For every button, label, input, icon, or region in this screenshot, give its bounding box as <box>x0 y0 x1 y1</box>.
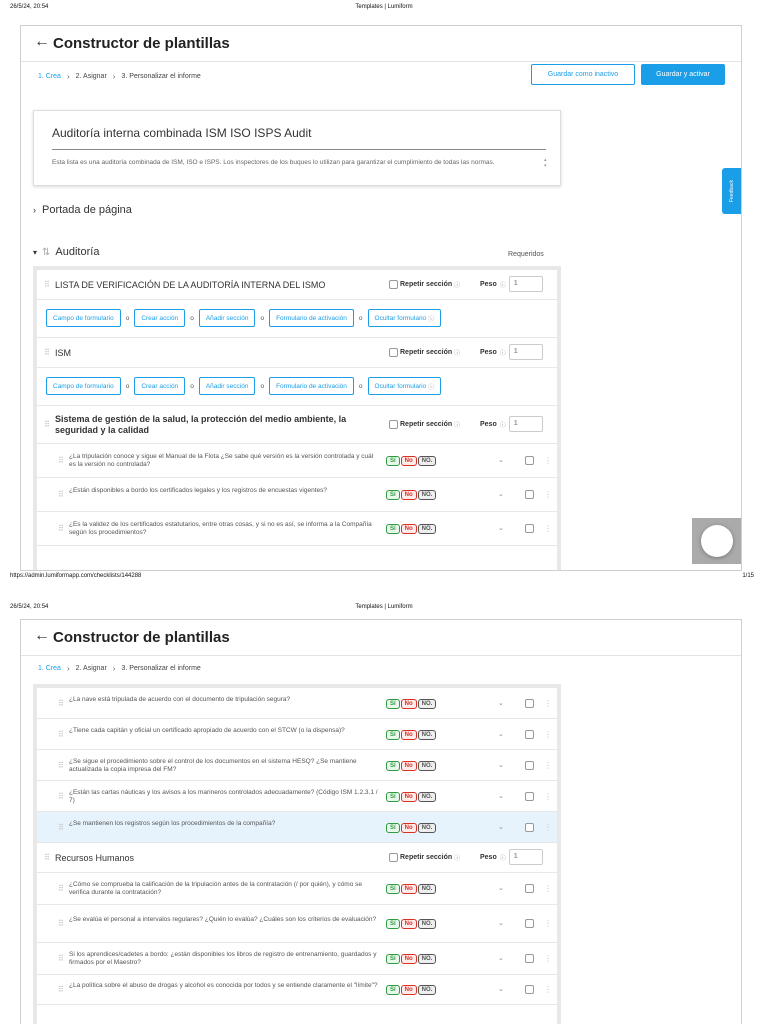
question-text[interactable]: ¿Se evalúa el personal a intervalos regulares? ¿Quién lo evalúa? ¿Cuáles son los criterios de evaluación? <box>69 916 377 923</box>
create-action-button[interactable]: Crear acción <box>134 309 185 327</box>
question-text[interactable]: ¿Están disponibles a bordo los certificados legales y los registros de encuestas vigentes? <box>69 487 327 494</box>
more-options-icon[interactable]: ⋮ <box>544 456 552 465</box>
answer-si: Sí <box>386 699 400 709</box>
required-checkbox[interactable] <box>525 919 534 928</box>
create-action-button[interactable]: Crear acción <box>134 377 185 395</box>
add-form-field-button[interactable]: Campo de formulario <box>46 377 121 395</box>
template-builder-page-2 <box>20 619 742 1024</box>
question-row[interactable] <box>37 812 557 843</box>
chat-bubble-icon[interactable] <box>701 525 733 557</box>
chevron-down-icon[interactable]: ⌄ <box>498 731 504 738</box>
step-personalizar[interactable]: 3. Personalizar el informe <box>121 73 201 80</box>
or-separator: o <box>190 314 194 322</box>
answer-na: NO. <box>418 699 437 709</box>
answer-no: No <box>401 792 417 802</box>
more-options-icon[interactable]: ⋮ <box>544 884 552 893</box>
stepper <box>21 656 741 682</box>
chevron-down-icon[interactable]: ⌄ <box>498 793 504 800</box>
answer-no: No <box>401 823 417 833</box>
drag-handle-icon[interactable]: ⠿ <box>58 456 64 465</box>
answer-no: No <box>401 524 417 534</box>
answer-no: No <box>401 730 417 740</box>
weight-label: Peso <box>480 853 497 861</box>
answer-no: No <box>401 761 417 771</box>
answer-na: NO. <box>418 919 437 929</box>
drag-handle-icon[interactable]: ⠿ <box>58 524 64 533</box>
save-activate-button[interactable]: Guardar y activar <box>641 64 725 85</box>
print-url: https://admin.lumiformapp.com/checklists/144288 <box>10 573 142 579</box>
weight-input[interactable]: 1 <box>509 849 543 865</box>
answer-na: NO. <box>418 524 437 534</box>
or-separator: o <box>260 382 265 390</box>
print-doc-title: Templates | Lumiform <box>355 604 413 610</box>
or-separator: o <box>125 314 130 322</box>
question-text[interactable]: ¿Tiene cada capitán y oficial un certificado apropiado de acuerdo con el STCW (o la dispensa)? <box>69 727 345 734</box>
section-row <box>37 338 557 368</box>
drag-handle-icon[interactable]: ⠿ <box>44 280 50 289</box>
answer-no: No <box>401 699 417 709</box>
answer-na: NO. <box>418 730 437 740</box>
question-text[interactable]: ¿Se sigue el procedimiento sobre el control de los documentos en el sistema HESQ? ¿Se mantiene actualizada la copia impresa del FM? <box>69 758 357 773</box>
answer-si: Sí <box>386 985 400 995</box>
weight-label: Peso <box>480 420 497 428</box>
chevron-right-icon: › <box>112 664 116 673</box>
required-checkbox[interactable] <box>525 884 534 893</box>
repeat-section-control[interactable] <box>389 348 460 357</box>
drag-handle-icon[interactable]: ⠿ <box>44 420 50 429</box>
required-checkbox[interactable] <box>525 792 534 801</box>
question-text[interactable]: Si los aprendices/cadetes a bordo: ¿están disponibles los libros de registro de entrenamiento, guardados y firmados por el Maestro? <box>69 951 377 966</box>
print-page-number: 1/15 <box>742 573 754 579</box>
required-checkbox[interactable] <box>525 730 534 739</box>
answer-no: No <box>401 985 417 995</box>
drag-handle-icon[interactable]: ⠿ <box>58 730 64 739</box>
question-row[interactable] <box>37 444 557 478</box>
info-icon: ⓘ <box>454 351 461 357</box>
chevron-down-icon[interactable]: ⌄ <box>498 762 504 769</box>
question-text[interactable]: ¿La política sobre el abuso de drogas y alcohol es conocida por todos y se entiende claramente el "límite"? <box>69 982 378 989</box>
repeat-section-checkbox[interactable] <box>389 348 398 357</box>
answer-si: Sí <box>386 954 400 964</box>
question-row[interactable] <box>37 478 557 512</box>
answer-no: No <box>401 884 417 894</box>
question-text[interactable]: ¿Están las cartas náuticas y los avisos a los marineros controlados adecuadamente? (Código ISM 1.2.3.1 / 7) <box>69 789 378 804</box>
section-actions <box>37 300 557 338</box>
weight-control <box>480 849 543 865</box>
page-title: Constructor de plantillas <box>53 629 230 646</box>
answer-na: NO. <box>418 985 437 995</box>
weight-input[interactable]: 1 <box>509 276 543 292</box>
answer-na: NO. <box>418 456 437 466</box>
drag-handle-icon[interactable]: ⠿ <box>44 348 50 357</box>
step-crea[interactable]: 1. Crea <box>38 73 61 80</box>
response-set[interactable] <box>386 699 436 709</box>
chat-widget[interactable] <box>692 518 742 564</box>
or-separator: o <box>190 382 194 390</box>
or-separator: o <box>260 314 265 322</box>
drag-handle-icon[interactable]: ⠿ <box>58 792 64 801</box>
answer-si: Sí <box>386 456 400 466</box>
more-options-icon[interactable]: ⋮ <box>544 792 552 801</box>
or-separator: o <box>358 314 363 322</box>
audit-sections <box>33 266 561 571</box>
hide-form-label: Ocultar formulario <box>374 382 427 390</box>
required-checkbox[interactable] <box>525 456 534 465</box>
chevron-down-icon[interactable]: ⌄ <box>498 920 504 927</box>
section-title[interactable]: ISM <box>55 348 72 358</box>
question-row[interactable] <box>37 512 557 546</box>
info-icon: ⓘ <box>499 350 506 357</box>
more-options-icon[interactable]: ⋮ <box>544 490 552 499</box>
drag-handle-icon[interactable]: ⠿ <box>58 919 64 928</box>
repeat-section-label: Repetir sección <box>400 281 453 288</box>
info-icon: ⓘ <box>427 384 434 391</box>
question-row[interactable] <box>37 975 557 1005</box>
hide-form-label: Ocultar formulario <box>374 314 427 322</box>
textarea-scrollbar[interactable]: ▴ ▾ <box>544 157 547 169</box>
cover-page-toggle[interactable] <box>33 204 132 216</box>
repeat-section-label: Repetir sección <box>400 349 453 356</box>
activation-form-button[interactable]: Formulario de activación <box>269 377 354 395</box>
info-icon: ⓘ <box>427 316 434 323</box>
answer-na: NO. <box>418 490 437 500</box>
answer-si: Sí <box>386 730 400 740</box>
required-checkbox[interactable] <box>525 954 534 963</box>
question-text[interactable]: ¿La tripulación conoce y sigue el Manual de la Flota ¿Se sabe qué versión es la versión controlada y cuál es la versión no controlada? <box>69 453 374 468</box>
chevron-down-icon[interactable]: ⌄ <box>498 525 504 532</box>
answer-no: No <box>401 456 417 466</box>
repeat-section-control[interactable] <box>389 853 460 862</box>
required-checkbox[interactable] <box>525 985 534 994</box>
response-set[interactable] <box>386 954 436 964</box>
chevron-down-icon: ▾ <box>33 247 38 257</box>
answer-si: Sí <box>386 884 400 894</box>
info-icon: ⓘ <box>454 856 461 862</box>
response-set[interactable] <box>386 919 436 929</box>
answer-si: Sí <box>386 919 400 929</box>
question-text[interactable]: ¿La nave está tripulada de acuerdo con el documento de tripulación segura? <box>69 696 291 703</box>
chevron-down-icon[interactable]: ⌄ <box>498 986 504 993</box>
weight-label: Peso <box>480 280 497 288</box>
chevron-down-icon[interactable]: ⌄ <box>498 824 504 831</box>
or-separator: o <box>358 382 363 390</box>
answer-si: Sí <box>386 761 400 771</box>
response-set[interactable] <box>386 524 436 534</box>
required-checkbox[interactable] <box>525 823 534 832</box>
activation-form-button[interactable]: Formulario de activación <box>269 309 354 327</box>
add-form-field-button[interactable]: Campo de formulario <box>46 309 121 327</box>
response-set[interactable] <box>386 730 436 740</box>
question-text[interactable]: ¿Se mantienen los registros según los procedimientos de la compañía? <box>69 820 276 827</box>
answer-na: NO. <box>418 954 437 964</box>
question-row[interactable] <box>37 781 557 812</box>
print-doc-title: Templates | Lumiform <box>355 4 413 10</box>
response-set[interactable] <box>386 792 436 802</box>
chevron-down-icon[interactable]: ⌄ <box>498 955 504 962</box>
feedback-tab[interactable]: Feedback <box>722 168 742 214</box>
chevron-down-icon[interactable]: ⌄ <box>498 457 504 464</box>
question-list <box>37 873 557 1005</box>
question-row[interactable] <box>37 943 557 975</box>
template-builder-page-1 <box>20 25 742 571</box>
drag-handle-icon[interactable]: ⠿ <box>58 985 64 994</box>
response-set[interactable] <box>386 761 436 771</box>
weight-control <box>480 416 543 432</box>
add-section-button[interactable]: Añadir sección <box>199 309 256 327</box>
arrow-left-icon[interactable]: ← <box>34 627 50 644</box>
audit-sections <box>33 684 561 1024</box>
repeat-section-control[interactable] <box>389 420 460 429</box>
response-set[interactable] <box>386 884 436 894</box>
chevron-right-icon: › <box>112 72 116 81</box>
repeat-section-label: Repetir sección <box>400 854 453 861</box>
checklist-title-field[interactable]: Auditoría interna combinada ISM ISO ISPS Audit <box>52 126 312 140</box>
info-icon: ⓘ <box>499 422 506 429</box>
question-row[interactable] <box>37 750 557 781</box>
print-header <box>0 600 768 614</box>
more-options-icon[interactable]: ⋮ <box>544 730 552 739</box>
question-row[interactable] <box>37 905 557 943</box>
more-options-icon[interactable]: ⋮ <box>544 954 552 963</box>
info-icon: ⓘ <box>499 855 506 862</box>
repeat-section-checkbox[interactable] <box>389 420 398 429</box>
step-asignar[interactable]: 2. Asignar <box>75 73 107 80</box>
drag-handle-icon[interactable]: ⠿ <box>58 954 64 963</box>
drag-handle-icon[interactable]: ⠿ <box>44 853 50 862</box>
answer-na: NO. <box>418 792 437 802</box>
required-checkbox[interactable] <box>525 761 534 770</box>
answer-na: NO. <box>418 761 437 771</box>
answer-si: Sí <box>386 490 400 500</box>
weight-control <box>480 344 543 360</box>
or-separator: o <box>125 382 130 390</box>
section-title[interactable]: Sistema de gestión de la salud, la protección del medio ambiente, la seguridad y la calidad <box>55 414 347 435</box>
answer-no: No <box>401 954 417 964</box>
weight-input[interactable]: 1 <box>509 416 543 432</box>
print-datetime: 26/5/24, 20:54 <box>10 604 49 610</box>
save-inactive-button[interactable]: Guardar como inactivo <box>531 64 635 85</box>
top-bar <box>21 26 741 62</box>
section-row <box>37 406 557 444</box>
add-section-button[interactable]: Añadir sección <box>199 377 256 395</box>
answer-si: Sí <box>386 524 400 534</box>
question-list <box>37 688 557 843</box>
chevron-down-icon[interactable]: ⌄ <box>498 700 504 707</box>
info-icon: ⓘ <box>499 282 506 289</box>
hide-form-button[interactable] <box>368 377 441 395</box>
weight-input[interactable]: 1 <box>509 344 543 360</box>
checklist-description-field[interactable]: Esta lista es una auditoría combinada de ISM, ISO e ISPS. Los inspectores de los buques lo utilizan para garantizar el cumplimiento de todas las normas. <box>52 159 495 166</box>
section-title[interactable]: LISTA DE VERIFICACIÓN DE LA AUDITORÍA INTERNA DEL ISMO <box>55 280 326 290</box>
info-icon: ⓘ <box>454 283 461 289</box>
cover-page-label: Portada de página <box>42 204 132 216</box>
chevron-right-icon: › <box>33 205 36 215</box>
step-crea[interactable]: 1. Crea <box>38 665 61 672</box>
divider <box>52 149 546 150</box>
weight-control <box>480 276 543 292</box>
section-title[interactable]: Recursos Humanos <box>55 853 135 863</box>
required-checkbox[interactable] <box>525 524 534 533</box>
required-column-label: Requeridos <box>508 251 544 258</box>
drag-handle-icon[interactable]: ⠿ <box>58 490 64 499</box>
more-options-icon[interactable]: ⋮ <box>544 761 552 770</box>
more-options-icon[interactable]: ⋮ <box>544 919 552 928</box>
question-list <box>37 444 557 546</box>
section-actions <box>37 368 557 406</box>
top-bar <box>21 620 741 656</box>
arrow-left-icon[interactable]: ← <box>34 33 50 50</box>
question-row[interactable] <box>37 719 557 750</box>
repeat-section-label: Repetir sección <box>400 421 453 428</box>
drag-handle-icon[interactable]: ⠿ <box>58 823 64 832</box>
drag-handle-icon[interactable]: ⠿ <box>58 884 64 893</box>
repeat-section-checkbox[interactable] <box>389 280 398 289</box>
audit-page-label: Auditoría <box>55 246 100 258</box>
repeat-section-checkbox[interactable] <box>389 853 398 862</box>
required-checkbox[interactable] <box>525 490 534 499</box>
response-set[interactable] <box>386 823 436 833</box>
drag-handle-icon[interactable]: ⠿ <box>58 761 64 770</box>
question-row[interactable] <box>37 688 557 719</box>
drag-handle-icon[interactable]: ⠿ <box>58 699 64 708</box>
answer-no: No <box>401 490 417 500</box>
chevron-right-icon: › <box>66 72 70 81</box>
section-row <box>37 270 557 300</box>
more-options-icon[interactable]: ⋮ <box>544 985 552 994</box>
step-asignar[interactable]: 2. Asignar <box>75 665 107 672</box>
more-options-icon[interactable]: ⋮ <box>544 823 552 832</box>
answer-na: NO. <box>418 884 437 894</box>
chevron-right-icon: › <box>66 664 70 673</box>
question-row[interactable] <box>37 873 557 905</box>
required-checkbox[interactable] <box>525 699 534 708</box>
chevron-down-icon[interactable]: ⌄ <box>498 491 504 498</box>
audit-page-header[interactable] <box>33 246 99 258</box>
question-text[interactable]: ¿Es la validez de los certificados estatutarios, entre otras cosas, y si no es así, se informa a la Compañía según los procedimientos? <box>69 521 372 536</box>
more-options-icon[interactable]: ⋮ <box>544 699 552 708</box>
print-datetime: 26/5/24, 20:54 <box>10 4 49 10</box>
more-options-icon[interactable]: ⋮ <box>544 524 552 533</box>
hide-form-button[interactable] <box>368 309 441 327</box>
info-icon: ⓘ <box>454 423 461 429</box>
page-title: Constructor de plantillas <box>53 35 230 52</box>
reorder-icon[interactable]: ⇅ <box>42 246 51 258</box>
response-set[interactable] <box>386 490 436 500</box>
answer-si: Sí <box>386 792 400 802</box>
response-set[interactable] <box>386 985 436 995</box>
chevron-down-icon[interactable]: ⌄ <box>498 885 504 892</box>
answer-si: Sí <box>386 823 400 833</box>
answer-no: No <box>401 919 417 929</box>
question-text[interactable]: ¿Cómo se comprueba la calificación de la tripulación antes de la contratación (/ por quién), y cómo se verifica durante la contratación? <box>69 881 363 896</box>
response-set[interactable] <box>386 456 436 466</box>
checklist-info-card <box>33 110 561 186</box>
repeat-section-control[interactable] <box>389 280 460 289</box>
step-personalizar[interactable]: 3. Personalizar el informe <box>121 665 201 672</box>
answer-na: NO. <box>418 823 437 833</box>
section-row <box>37 843 557 873</box>
weight-label: Peso <box>480 348 497 356</box>
print-header <box>0 0 768 14</box>
